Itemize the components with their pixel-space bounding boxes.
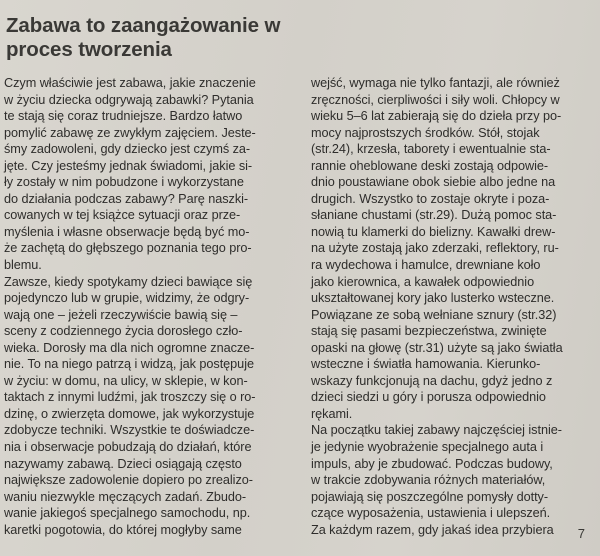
text-line: wieka. Dorosły ma dla nich ogromne znacze- [4, 340, 255, 355]
text-line: wsteczne i światła hamowania. Kierunko- [311, 357, 541, 372]
text-line: że zachętą do głębszego poznania tego pro- [4, 241, 252, 256]
text-line: na użyte zostają jako zderzaki, reflektory, ru- [311, 241, 559, 256]
text-line: w trakcie zdobywania różnych materiałów, [311, 473, 546, 488]
text-line: czące wyposażenia, ustawienia i ulepszeń. [311, 506, 551, 521]
text-line: (str.24), krzesła, taborety i ewentualnie sta- [311, 142, 551, 157]
text-line: słaniane chustami (str.29). Dużą pomoc sta- [311, 208, 557, 223]
text-line: dzieci siedzi u góry i porusza odpowiednio [311, 390, 546, 405]
text-line: pomylić zabawę ze zwykłym zajęciem. Jeste- [4, 125, 256, 140]
text-line: taktach z innymi ludźmi, jak troszczy się o ro- [4, 390, 256, 405]
text-line: jęte. Czy jesteśmy jednak świadomi, jakie si- [4, 158, 253, 173]
text-line: rękami. [311, 406, 353, 421]
text-line: dzinę, o zwierzęta domowe, jak wykorzystuje [4, 406, 255, 421]
text-line: myślenia i własne obserwacje będą być mo- [4, 224, 250, 239]
text-line: drugich. Wszystko to zostaje okryte i poza- [311, 191, 550, 206]
text-line: zdobycze techniki. Wszystkie te doświadcze- [4, 423, 255, 438]
text-line: wskazy funkcjonują na dachu, gdyż jedno z [311, 373, 553, 388]
text-line: ły zostały w nim pobudzone i wykorzystane [4, 175, 244, 190]
text-line: Powiązane ze sobą wełniane sznury (str.32) [311, 307, 557, 322]
text-line: nazywamy zabawą. Dzieci osiągają często [4, 456, 242, 471]
text-line: nie. To na niego patrzą i widzą, jak postępuje [4, 357, 254, 372]
text-line: nowią tu klamerki do bielizny. Kawałki drew- [311, 224, 556, 239]
page-title [6, 14, 280, 62]
right-text-column [311, 75, 586, 538]
text-line: śmy zadowoleni, gdy dziecko jest czymś za- [4, 142, 251, 157]
text-line: dnio poustawiane obok siebie albo jedne na [311, 175, 556, 190]
text-line: pojedynczo lub w grupie, widzimy, że odgry- [4, 291, 250, 306]
left-text-column [4, 75, 286, 538]
text-line: zręczności, cierpliwości i siły woli. Chłopcy w [311, 92, 560, 107]
text-line: mocy najprostszych środków. Stół, stojak [311, 125, 540, 140]
text-line: stają się pasami bezpieczeństwa, zwinięte [311, 324, 547, 339]
text-line: nia i obserwacje pobudzają do działań, które [4, 440, 252, 455]
text-line: wejść, wymaga nie tylko fantazji, ale również [311, 76, 560, 90]
text-line: w życiu: w domu, na ulicy, w sklepie, w kon- [4, 373, 248, 388]
title-line-1: Zabawa to zaangażowanie w [6, 14, 281, 37]
text-line: jako kierownica, a kawałek odpowiednio [311, 274, 535, 289]
text-line: je jedynie wyobrażenie specjalnego auta i [311, 440, 544, 455]
text-line: impuls, aby je zbudować. Podczas budowy, [311, 456, 553, 471]
text-line: te stają się coraz trudniejsze. Bardzo łatwo [4, 109, 243, 124]
text-line: cowanych w tej książce sytuacji oraz prze- [4, 208, 241, 223]
text-line: ra wydechowa i hamulce, drewniane koło [311, 258, 541, 273]
text-line: największe zadowolenie dopiero po zrealizo- [4, 473, 253, 488]
text-line: wanie jakiegoś specjalnego samochodu, np. [4, 506, 251, 521]
page-number: 7 [577, 526, 585, 541]
text-line: w życiu dziecka odgrywają zabawki? Pytania [4, 92, 254, 107]
title-line-2: proces tworzenia [6, 38, 172, 61]
text-line: Czym właściwie jest zabawa, jakie znaczenie [4, 76, 256, 90]
text-line: rannie oheblowane deski zostają odpowie- [311, 158, 549, 173]
text-line: waniu niezwykle męczących zadań. Zbudo- [4, 489, 247, 504]
text-line: Zawsze, kiedy spotykamy dzieci bawiące się [4, 274, 253, 289]
text-line: ukształtowanej kory jako lusterko wsteczne. [311, 291, 555, 306]
text-line: Za każdym razem, gdy jakaś idea przybiera [311, 522, 554, 537]
text-line: blemu. [4, 258, 42, 273]
text-line: wają one – jeżeli rzeczywiście bawią się – [4, 307, 238, 322]
text-line: karetki pogotowia, do której mogłyby same [4, 522, 242, 537]
text-line: sceny z codziennego życia dorosłego czło- [4, 324, 243, 339]
text-line: pojawiają się poszczególne pomysły dotty- [311, 489, 549, 504]
text-line: opaski na głowę (str.31) użyte są jako światła [311, 340, 563, 355]
text-line: wieku 5–6 lat zabierają się do dzieła przy po- [311, 109, 562, 124]
text-line: do działania podczas zabawy? Parę naszki- [4, 191, 249, 206]
text-line: Na początku takiej zabawy najczęściej istnie- [311, 423, 562, 438]
